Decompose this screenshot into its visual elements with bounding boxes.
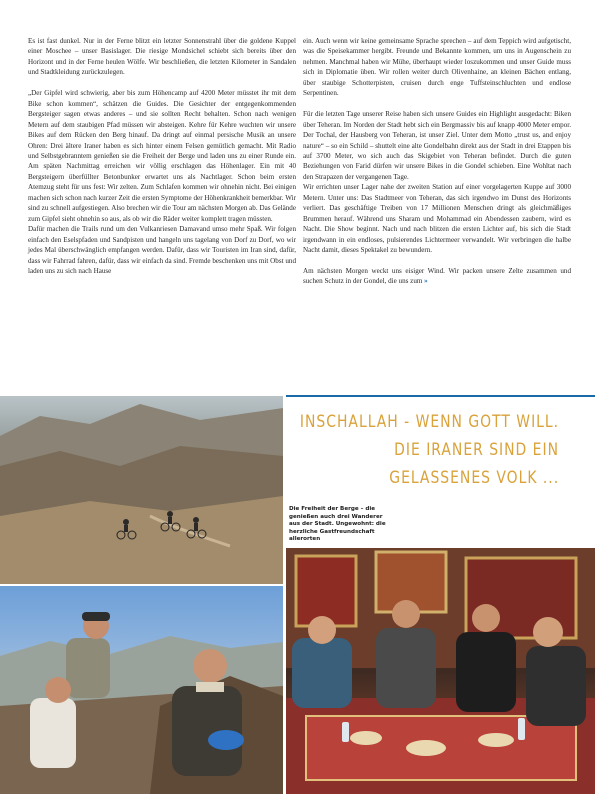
photo-dinner-on-carpet	[286, 548, 595, 794]
paragraph: Wir errichten unser Lager nahe der zweiten Station auf einer vorgelagerten Kuppe auf 3000 Metern. Unter uns: Das Stadtmeer von Teheran, das sich irgendwo im Dunst des Horizonts verliert. Das geschäftige Treiben von 17 Millionen Menschen dringt als gleichmäßiges Brummen herauf. Während uns Sharam und Mohammad ein Abendessen zaubern, wird es Nacht. Die Show beginnt. Nach und nach blitzen die ersten Lichter auf, bis sich die Stadt irgendwann in ein endloses, pulsierendes Lichtermeer verwandelt. Wir verbringen die halbe Nacht damit, dieses Spektakel zu bewundern.	[303, 183, 571, 255]
pullquote-line: INSCHALLAH - WENN GOTT WILL.	[299, 412, 559, 432]
paragraph: Dafür machen die Trails rund um den Vulkanriesen Damavand umso mehr Spaß. Wir folgen einfach den Eselspfaden und Sandpisten und hangeln uns tagelang von Dorf zu Dorf, wo wir jedes Mal überschwänglich empfangen werden. Dafür, dass wir Touristen im Iran sind, dafür, dass wir Fahrrad fahren, dafür, dass wir einfach da sind. Fremde beschenken uns mit Obst und laden uns zu sich nach Hause	[28, 225, 296, 275]
hikers-image	[0, 586, 283, 794]
paragraph: Für die letzten Tage unserer Reise haben sich unsere Guides ein Highlight ausgedacht: Biken über Teheran. Im Norden der Stadt hebt sich ein Bergmassiv bis auf knapp 4000 Meter empor. Der Tochal, der Hausberg von Teheran, ist unser Ziel. Unter dem Motto „trust us, and enjoy nature“ – so ein Schild – shuttelt eine alte Gondelbahn direkt aus der Stadt in drei Etappen bis auf 3700 Meter, wo sich auch das Skigebiet von Teheran befindet. Durch die guten Beziehungen von Farid dürfen wir unsere Bikes in die Gondel schieben. Eine Wohltat nach den Strapazen der vergangenen Tage.	[303, 110, 571, 181]
article-column-left	[28, 36, 296, 276]
pullquote-line: GELASSENES VOLK ...	[389, 468, 559, 488]
continue-arrow-icon: »	[424, 277, 428, 286]
dinner-scene-image	[286, 548, 595, 794]
mountain-landscape-image	[0, 396, 283, 584]
paragraph-text: Am nächsten Morgen weckt uns eisiger Wind. Wir packen unsere Zelte zusammen und suchen Schutz in der Gondel, die uns zum	[303, 266, 571, 286]
pullquote-rule	[286, 395, 595, 397]
paragraph: ein. Auch wenn wir keine gemeinsame Sprache sprechen – auf dem Teppich wird aufgetischt, was die Speisekammer hergibt. Freunde und Bekannte kommen, um uns in Augenschein zu nehmen. Manchmal haben wir Mühe, überhaupt wieder loszukommen und unser Guide muss sich in Diplomatie üben. Wir rollen weiter durch Olivenhaine, an kleinen Bächen entlang, über staubige Schotterpisten, cruisen durch enge Tuffsteinschluchten und endlose Serpentinen.	[303, 37, 571, 98]
paragraph	[303, 266, 571, 287]
photo-caption: Die Freiheit der Berge – die genießen auch drei Wanderer aus der Stadt. Ungewohnt: die herzliche Gastfreundschaft allerorten	[289, 506, 386, 543]
photo-three-hikers	[0, 586, 283, 794]
article-column-right	[303, 36, 571, 287]
paragraph: Es ist fast dunkel. Nur in der Ferne blitzt ein letzter Sonnenstrahl über die goldene Kuppel einer Moschee – unser Basislager. Die riesige Mondsichel schiebt sich bereits über den Horizont und in der Ferne heulen Wölfe. Wir beschließen, die letzten Kilometer in Sandalen und Stadtkleidung zurückzulegen.	[28, 37, 296, 77]
pullquote-line: DIE IRANER SIND EIN	[394, 440, 559, 460]
photo-mountain-bikers	[0, 396, 283, 584]
paragraph: „Der Gipfel wird schwierig, aber bis zum Höhencamp auf 4200 Meter müsstet ihr mit dem Bike schon kommen“, schätzen die Guides. Die Gesichter der entgegenkommenden Bergsteiger sagen etwas anderes – und sie sollten Recht behalten. Schon nach wenigen Metern auf dem staubigen Pfad müssen wir absteigen. Kehre für Kehre wuchten wir unsere Bikes auf dem Rücken den Berg hinauf. Da dringt auf einmal persische Musik an unsere Ohren: Drei ältere Iraner haben es sich hinter einem Felsen gemütlich gemacht. Mit Radio und Selbstgebranntem genießen sie die Freiheit der Berge und laden uns zu einer Runde ein. Am späten Nachmittag erreichen wir völlig erschlagen das Höhenlager. Ein mit 40 Bergsteigern überfüllter Betonbunker erwartet uns als Nachtlager. Schon beim ersten Atemzug steht für uns fest: Wir zelten. Zum Schlafen kommen wir ohnehin nicht. Bei einigen machen sich schon nach kurzer Zeit die ersten Symptome der Höhenkrankheit bemerkbar. Wir sind zu schnell aufgestiegen. Also brechen wir die Tour am nächsten Morgen ab. Das Gelände zum Gipfel sieht ohnehin so aus, als ob wir die Räder weiter komplett tragen müssten.	[28, 89, 296, 223]
